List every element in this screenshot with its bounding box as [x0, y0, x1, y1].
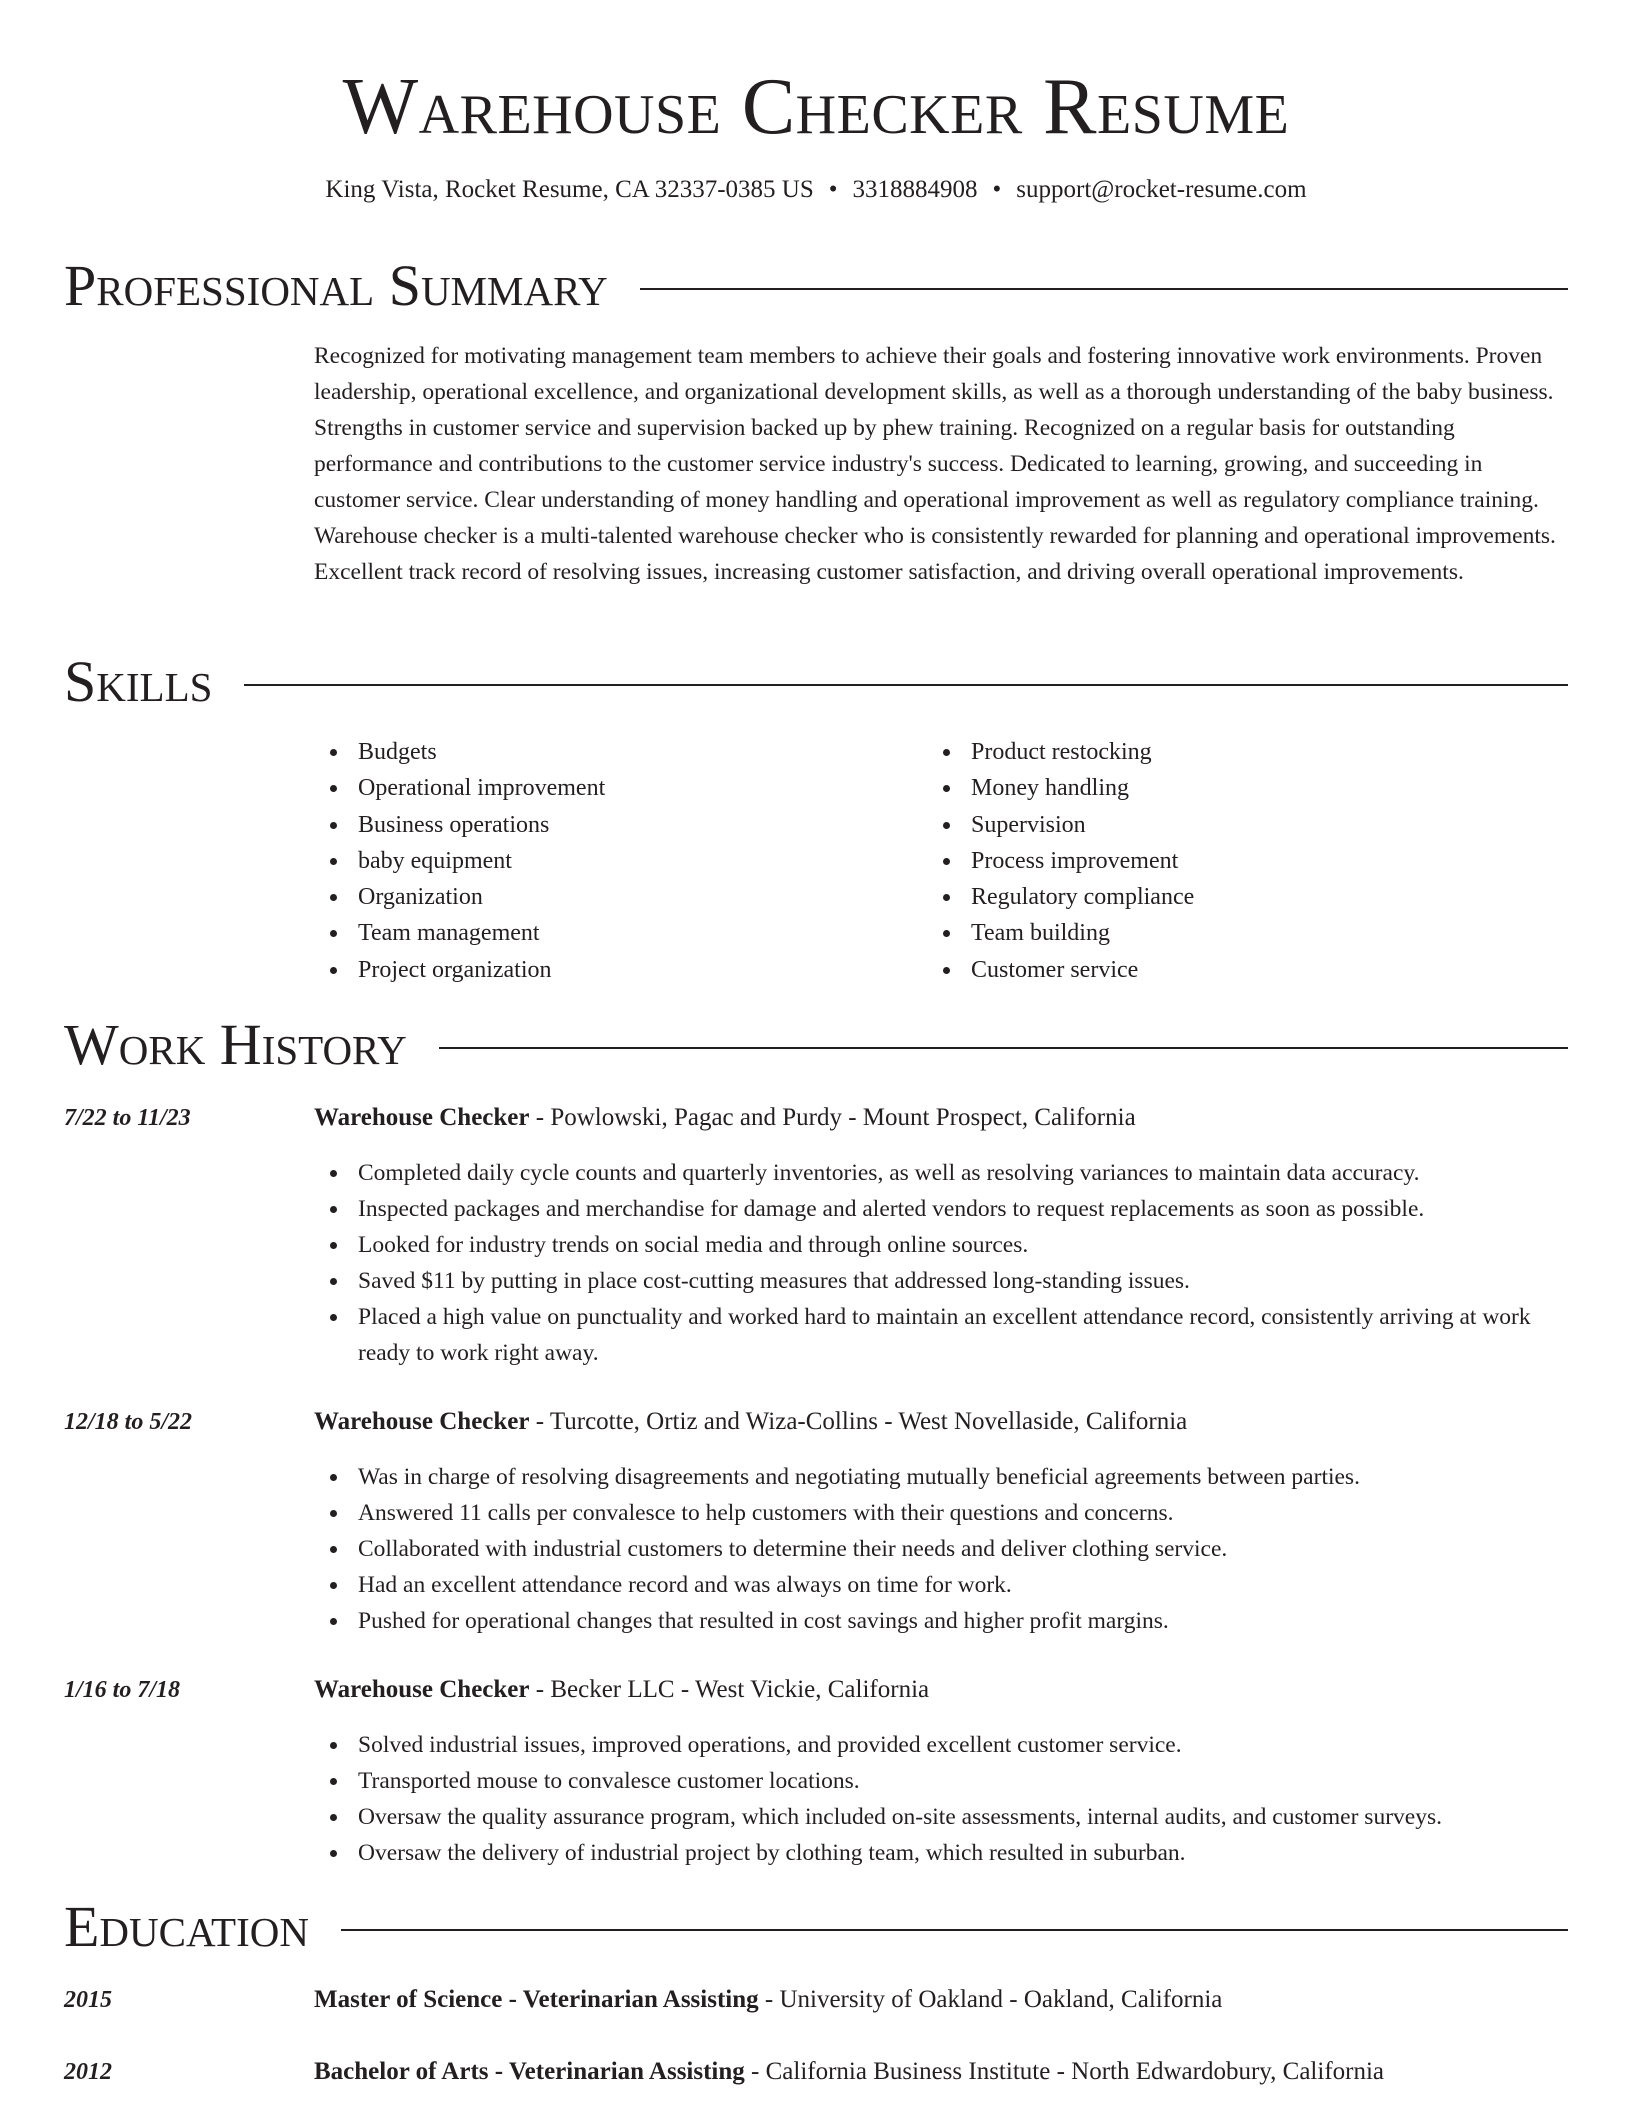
job-heading — [314, 1673, 1568, 1707]
summary-section-heading — [64, 254, 1568, 318]
skill-item: baby equipment — [314, 843, 914, 879]
responsibility-item: Transported mouse to convalesce customer locations. — [314, 1763, 1568, 1799]
skill-item: Organization — [314, 879, 914, 915]
separator: • — [992, 176, 1002, 203]
skill-item: Project organization — [314, 952, 914, 988]
job-title: Warehouse Checker — [314, 1408, 530, 1435]
phone: 3318884908 — [852, 176, 978, 203]
skill-item: Regulatory compliance — [927, 879, 1527, 915]
resume-title: Warehouse Checker Resume — [342, 63, 1290, 151]
degree: Master of Science - Veterinarian Assisting — [314, 1986, 759, 2013]
address: King Vista, Rocket Resume, CA 32337-0385 US — [325, 176, 814, 203]
school-location: - University of Oakland - Oakland, California — [758, 1986, 1223, 2013]
job-company-location: - Becker LLC - West Vickie, California — [529, 1676, 930, 1703]
responsibility-item: Inspected packages and merchandise for damage and alerted vendors to request replacements as soon as possible. — [314, 1191, 1568, 1227]
job-responsibilities — [314, 1459, 1568, 1639]
skills-section-heading — [64, 650, 1568, 714]
education-year: 2015 — [64, 1987, 112, 2013]
skill-item: Customer service — [927, 952, 1527, 988]
section-divider — [244, 684, 1568, 686]
skill-item: Supervision — [927, 807, 1527, 843]
responsibility-item: Collaborated with industrial customers to determine their needs and deliver clothing service. — [314, 1531, 1568, 1567]
responsibility-item: Solved industrial issues, improved operations, and provided excellent customer service. — [314, 1727, 1568, 1763]
section-divider — [439, 1047, 1568, 1049]
skill-item: Business operations — [314, 807, 914, 843]
skill-item: Product restocking — [927, 734, 1527, 770]
skill-item: Team management — [314, 915, 914, 951]
responsibility-item: Had an excellent attendance record and was always on time for work. — [314, 1567, 1568, 1603]
job-company-location: - Powlowski, Pagac and Purdy - Mount Prospect, California — [529, 1104, 1136, 1131]
responsibility-item: Was in charge of resolving disagreements and negotiating mutually beneficial agreements between parties. — [314, 1459, 1568, 1495]
responsibility-item: Saved $11 by putting in place cost-cutting measures that addressed long-standing issues. — [314, 1263, 1568, 1299]
degree: Bachelor of Arts - Veterinarian Assisting — [314, 2058, 745, 2085]
job-dates: 1/16 to 7/18 — [64, 1677, 181, 1703]
section-divider — [341, 1929, 1568, 1931]
separator: • — [828, 176, 838, 203]
contact-line — [0, 174, 1632, 206]
summary-text: Recognized for motivating management team members to achieve their goals and fostering innovative work environments. Proven leadership, operational excellence, and organizational development skills, as well as a thorough understanding of the baby business. Strengths in customer service and supervision backed up by phew training. Recognized on a regular basis for outstanding performance and contributions to the customer service industry's success. Dedicated to learning, growing, and succeeding in customer service. Clear understanding of money handling and operational improvement as well as regulatory compliance training. Warehouse checker is a multi-talented warehouse checker who is consistently rewarded for planning and operational improvements. Excellent track record of resolving issues, increasing customer satisfaction, and driving overall operational improvements. — [314, 343, 1556, 585]
work-history-section-heading — [64, 1013, 1568, 1077]
section-title: Skills — [64, 649, 213, 714]
section-title: Professional Summary — [64, 253, 608, 318]
section-title: Education — [64, 1894, 309, 1959]
education-year: 2012 — [64, 2059, 112, 2085]
job-responsibilities — [314, 1155, 1568, 1371]
skill-item: Budgets — [314, 734, 914, 770]
job-title: Warehouse Checker — [314, 1104, 530, 1131]
job-dates: 7/22 to 11/23 — [64, 1105, 191, 1131]
email-link[interactable]: support@rocket-resume.com — [1016, 176, 1307, 203]
skill-item: Money handling — [927, 770, 1527, 806]
skill-item: Operational improvement — [314, 770, 914, 806]
skill-item: Team building — [927, 915, 1527, 951]
responsibility-item: Completed daily cycle counts and quarterly inventories, as well as resolving variances to maintain data accuracy. — [314, 1155, 1568, 1191]
responsibility-item: Oversaw the quality assurance program, which included on-site assessments, internal audits, and customer surveys. — [314, 1799, 1568, 1835]
responsibility-item: Answered 11 calls per convalesce to help customers with their questions and concerns. — [314, 1495, 1568, 1531]
education-section-heading — [64, 1895, 1568, 1959]
responsibility-item: Looked for industry trends on social media and through online sources. — [314, 1227, 1568, 1263]
responsibility-item: Placed a high value on punctuality and worked hard to maintain an excellent attendance record, consistently arriving at work ready to work right away. — [314, 1299, 1568, 1371]
job-heading — [314, 1101, 1568, 1135]
job-dates: 12/18 to 5/22 — [64, 1409, 193, 1435]
education-entry — [314, 1983, 1568, 2017]
skills-list-left — [314, 734, 914, 988]
skills-list-right — [927, 734, 1527, 988]
responsibility-item: Oversaw the delivery of industrial project by clothing team, which resulted in suburban. — [314, 1835, 1568, 1871]
section-title: Work History — [64, 1012, 407, 1077]
skill-item: Process improvement — [927, 843, 1527, 879]
school-location: - California Business Institute - North Edwardobury, California — [744, 2058, 1385, 2085]
job-title: Warehouse Checker — [314, 1676, 530, 1703]
job-company-location: - Turcotte, Ortiz and Wiza-Collins - West Novellaside, California — [529, 1408, 1188, 1435]
job-heading — [314, 1405, 1568, 1439]
job-responsibilities — [314, 1727, 1568, 1871]
responsibility-item: Pushed for operational changes that resulted in cost savings and higher profit margins. — [314, 1603, 1568, 1639]
education-entry — [314, 2055, 1568, 2089]
section-divider — [640, 288, 1568, 290]
